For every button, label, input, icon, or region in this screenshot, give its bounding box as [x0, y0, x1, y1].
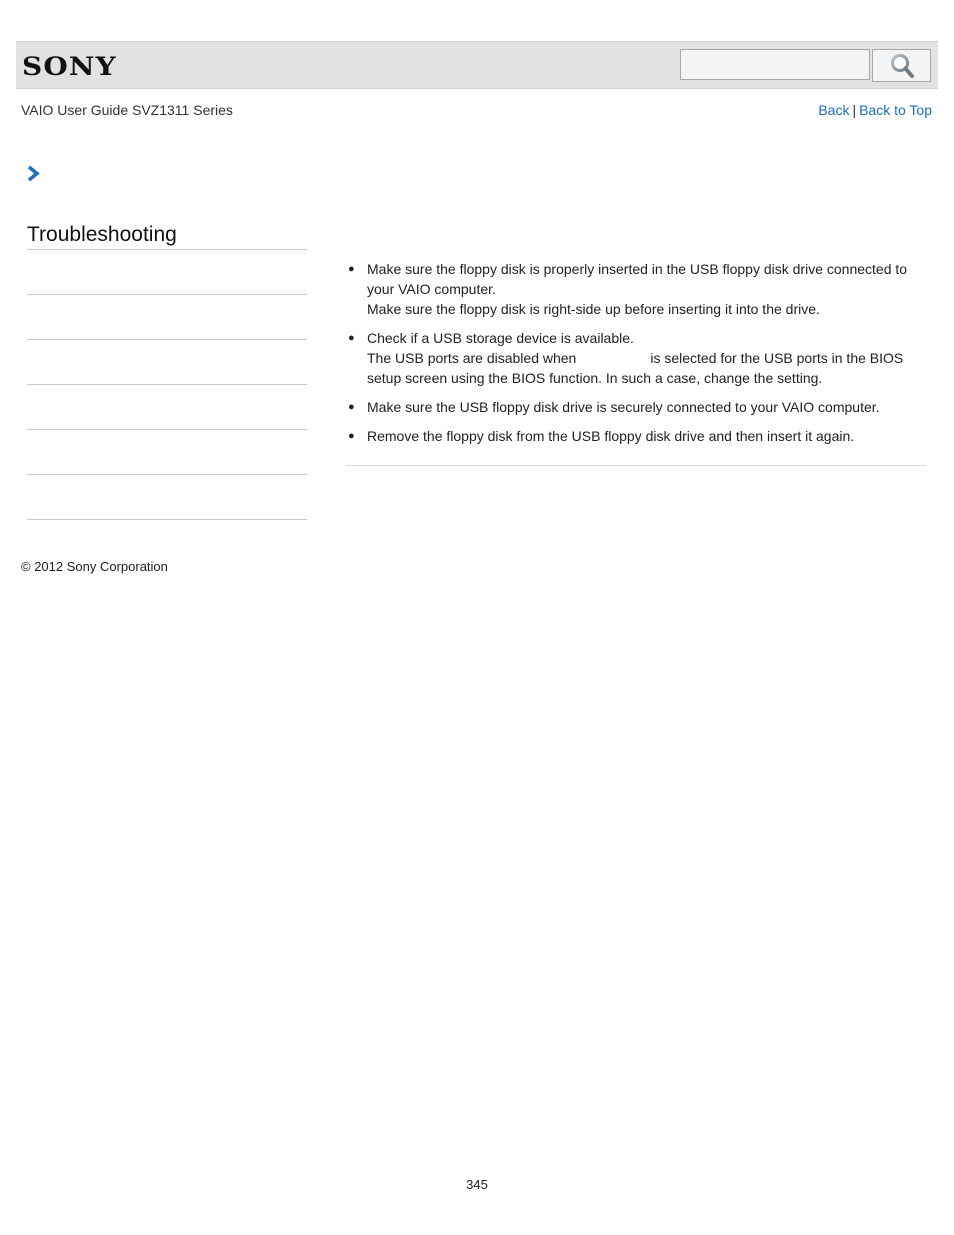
item-text: setup screen using the BIOS function. In such a case, change the setting. — [367, 370, 823, 386]
main-content — [346, 259, 926, 466]
guide-title: VAIO User Guide SVZ1311 Series — [21, 102, 233, 118]
magnifier-icon — [889, 53, 915, 79]
sidebar-item[interactable] — [27, 295, 307, 340]
sidebar-item[interactable] — [27, 430, 307, 475]
chevron-right-icon[interactable] — [26, 165, 42, 182]
list-item — [346, 426, 926, 446]
list-item — [346, 259, 926, 319]
item-text: is selected for the USB ports in the BIOS — [650, 350, 904, 366]
sidebar-item[interactable] — [27, 250, 307, 295]
back-to-top-link[interactable]: Back to Top — [859, 102, 932, 118]
header-bar — [16, 41, 938, 89]
sony-logo[interactable]: SONY — [22, 52, 117, 81]
item-text: Check if a USB storage device is available. — [367, 330, 634, 346]
item-text: Make sure the floppy disk is properly inserted in the USB floppy disk drive connected to — [367, 261, 908, 277]
search-button[interactable] — [872, 49, 931, 82]
search-input[interactable] — [680, 49, 870, 80]
item-text: your VAIO computer. — [367, 281, 496, 297]
bullet-icon: ● — [348, 263, 355, 275]
item-text: Make sure the floppy disk is right-side up before inserting it into the drive. — [367, 301, 820, 317]
bullet-list — [346, 259, 926, 446]
bullet-icon: ● — [348, 430, 355, 442]
bullet-icon: ● — [348, 332, 355, 344]
item-text: The USB ports are disabled when — [367, 350, 577, 366]
sidebar-title: Troubleshooting — [27, 222, 307, 250]
sidebar-item[interactable] — [27, 340, 307, 385]
sidebar — [27, 222, 307, 520]
list-item — [346, 397, 926, 417]
link-separator: | — [852, 102, 857, 118]
content-divider — [346, 465, 926, 466]
back-link[interactable]: Back — [818, 102, 850, 118]
bullet-icon: ● — [348, 401, 355, 413]
sidebar-item[interactable] — [27, 385, 307, 430]
item-text-row — [367, 348, 926, 368]
page-number: 345 — [466, 1177, 488, 1192]
copyright: © 2012 Sony Corporation — [21, 559, 168, 574]
list-item — [346, 328, 926, 388]
top-links — [818, 102, 932, 118]
item-text: Make sure the USB floppy disk drive is securely connected to your VAIO computer. — [367, 399, 880, 415]
item-text: Remove the floppy disk from the USB floppy disk drive and then insert it again. — [367, 428, 855, 444]
sidebar-item[interactable] — [27, 475, 307, 520]
